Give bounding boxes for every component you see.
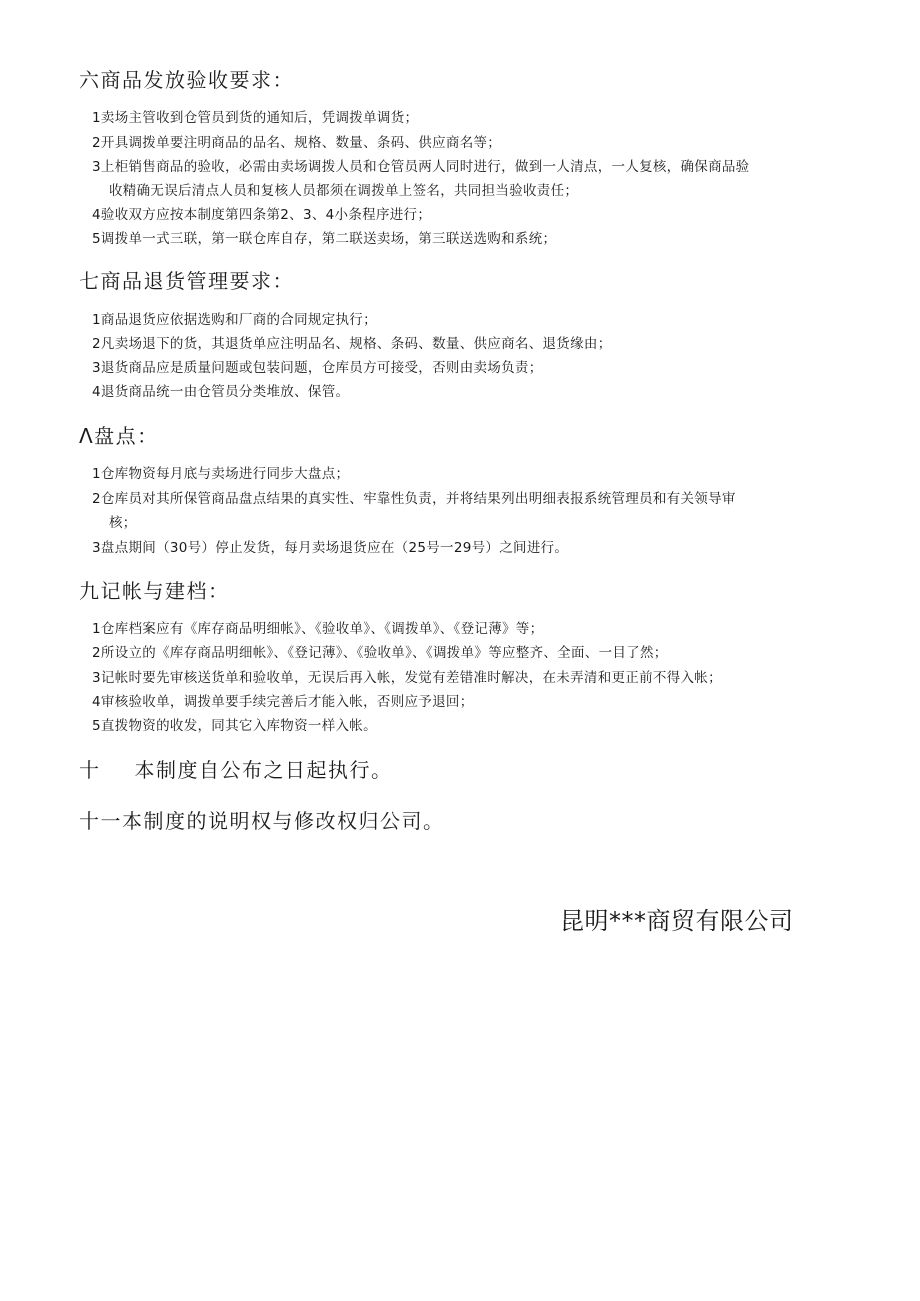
section-6-item-2: 2开具调拨单要注明商品的品名、规格、数量、条码、供应商名等； xyxy=(92,135,502,151)
section-6-item-1: 1卖场主管收到仓管员到货的通知后，凭调拨单调货； xyxy=(92,110,419,126)
section-7-item-2: 2凡卖场退下的货，其退货单应注明品名、规格、条码、数量、供应商名、退货缘由； xyxy=(92,336,612,352)
section-6-item-4: 4验收双方应按本制度第四条第2、3、4小条程序进行； xyxy=(92,207,432,223)
section-8-item-3: 3盘点期间（30号）停止发货，每月卖场退货应在（25号一29号）之间进行。 xyxy=(92,540,569,556)
section-6-item-3: 3上柜销售商品的验收，必需由卖场调拨人员和仓管员两人同时进行，做到一人清点，一人复核，确保商品验 xyxy=(92,159,750,175)
section-8-item-1: 1仓库物资每月底与卖场进行同步大盘点； xyxy=(92,466,350,482)
section-7-item-1: 1商品退货应依据选购和厂商的合同规定执行； xyxy=(92,312,377,328)
section-7-item-4: 4退货商品统一由仓管员分类堆放、保管。 xyxy=(92,384,350,400)
section-9-heading: 九记帐与建档： xyxy=(79,579,230,603)
article-11: 十一本制度的说明权与修改权归公司。 xyxy=(79,809,445,833)
section-6-item-5: 5调拨单一式三联，第一联仓库自存，第二联送卖场，第三联送选购和系统； xyxy=(92,231,557,247)
article-10-text: 本制度自公布之日起执行。 xyxy=(134,758,393,782)
company-name: 昆明***商贸有限公司 xyxy=(560,907,794,935)
section-7-heading: 七商品退货管理要求： xyxy=(79,269,294,293)
section-8-item-2: 2仓库员对其所保管商品盘点结果的真实性、牢靠性负责，并将结果列出明细表报系统管理员和有关领导审 xyxy=(92,491,736,507)
section-9-item-3: 3记帐时要先审核送货单和验收单，无误后再入帐，发觉有差错准时解决，在未弄清和更正前不得入帐； xyxy=(92,670,722,686)
section-9-item-5: 5直拨物资的收发，同其它入库物资一样入帐。 xyxy=(92,718,377,734)
section-9-item-4: 4审核验收单，调拨单要手续完善后才能入帐，否则应予退回； xyxy=(92,694,474,710)
section-7-item-3: 3退货商品应是质量问题或包装问题，仓库员方可接受，否则由卖场负责； xyxy=(92,360,543,376)
section-8-item-2-cont: 核； xyxy=(109,515,137,531)
article-10-number: 十 xyxy=(79,758,101,782)
section-6-heading: 六商品发放验收要求： xyxy=(79,68,294,92)
section-9-item-1: 1仓库档案应有《库存商品明细帐》、《验收单》、《调拨单》、《登记薄》等； xyxy=(92,621,544,637)
section-6-item-3-cont: 收精确无误后清点人员和复核人员都须在调拨单上签名，共同担当验收责任； xyxy=(109,183,579,199)
section-9-item-2: 2所设立的《库存商品明细帐》、《登记薄》、《验收单》、《调拨单》等应整齐、全面、一目了然； xyxy=(92,645,668,661)
section-8-heading: Λ盘点： xyxy=(79,424,159,448)
article-10 xyxy=(79,757,393,783)
